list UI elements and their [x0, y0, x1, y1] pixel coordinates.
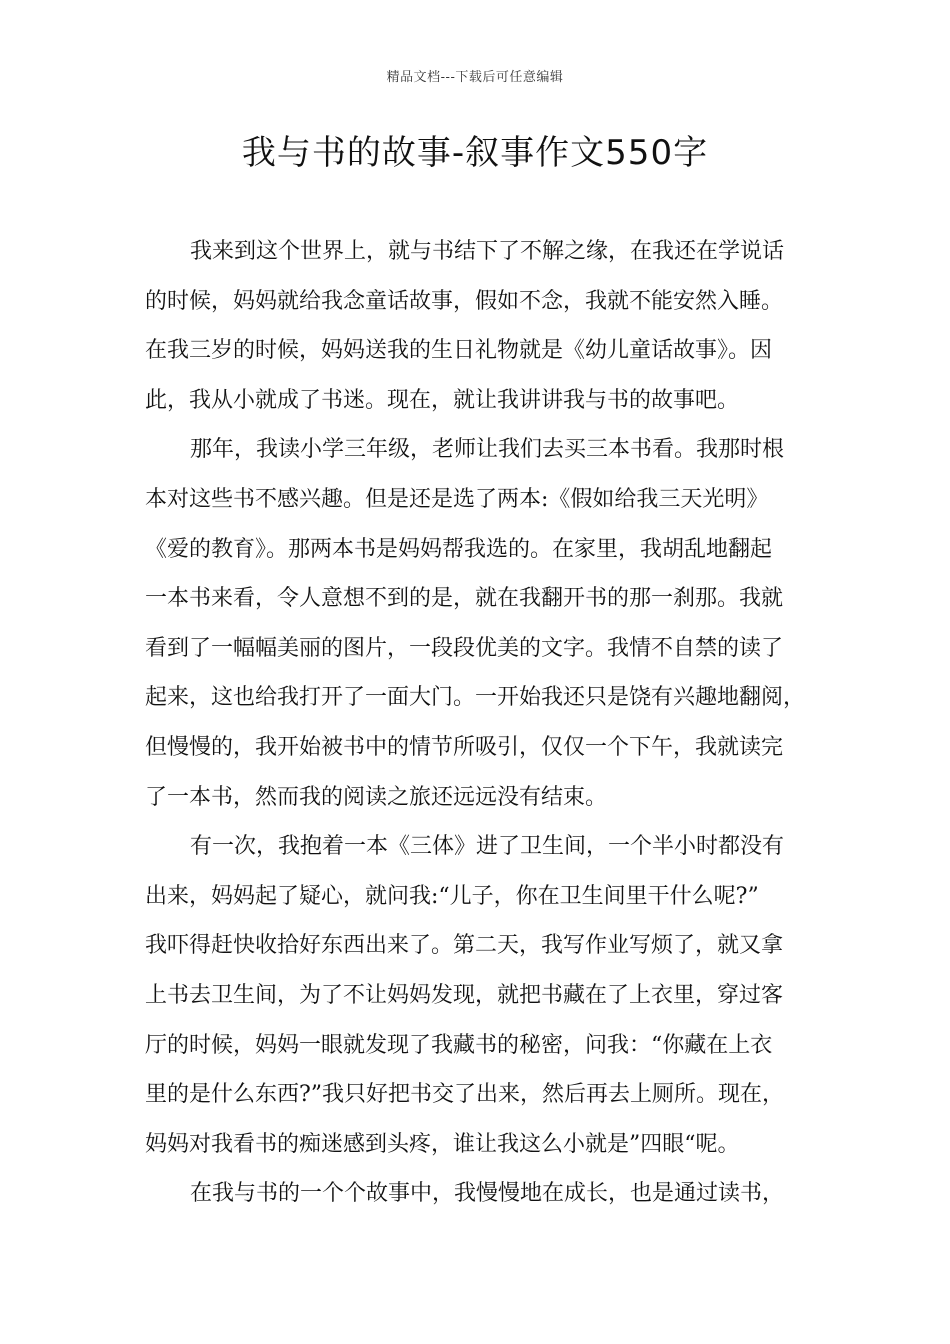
paragraph-2-line-3: 《爱的教育》。那两本书是妈妈帮我选的。在家里，我胡乱地翻起 — [145, 536, 773, 562]
document-title: 我与书的故事-叙事作文550字 — [241, 133, 709, 173]
paragraph-2-line-7: 但慢慢的，我开始被书中的情节所吸引，仅仅一个下午，我就读完 — [145, 734, 784, 760]
paragraph-3-line-6: 里的是什么东西?”我只好把书交了出来，然后再去上厕所。现在， — [145, 1082, 785, 1108]
paragraph-2-line-8: 了一本书，然而我的阅读之旅还远远没有结束。 — [145, 784, 608, 810]
paragraph-1-line-2: 的时候，妈妈就给我念童话故事，假如不念，我就不能安然入睡。 — [145, 288, 784, 314]
paragraph-2-line-4: 一本书来看，令人意想不到的是，就在我翻开书的那一刹那。我就 — [145, 586, 784, 612]
paragraph-2-line-2: 本对这些书不感兴趣。但是还是选了两本:《假如给我三天光明》 — [145, 486, 769, 512]
paragraph-2-line-1: 那年，我读小学三年级，老师让我们去买三本书看。我那时根 — [190, 437, 785, 463]
paragraph-1-line-4: 此，我从小就成了书迷。现在，就让我讲讲我与书的故事吧。 — [145, 387, 740, 413]
paragraph-3-line-4: 上书去卫生间，为了不让妈妈发现，就把书藏在了上衣里，穿过客 — [145, 982, 784, 1008]
paragraph-3-line-3: 我吓得赶快收拾好东西出来了。第二天，我写作业写烦了，就又拿 — [145, 933, 784, 959]
header-note: 精品文档---下载后可任意编辑 — [386, 70, 564, 85]
paragraph-3-line-5: 厅的时候，妈妈一眼就发现了我藏书的秘密，问我：“你藏在上衣 — [145, 1032, 773, 1058]
document-body — [145, 227, 817, 1219]
paragraph-4-line-1: 在我与书的一个个故事中，我慢慢地在成长，也是通过读书， — [190, 1181, 785, 1207]
paragraph-2-line-6: 起来，这也给我打开了一面大门。一开始我还只是饶有兴趣地翻阅， — [145, 685, 806, 711]
paragraph-3-line-7: 妈妈对我看书的痴迷感到头疼，谁让我这么小就是”四眼“呢。 — [145, 1131, 740, 1157]
paragraph-3-line-2: 出来，妈妈起了疑心，就问我:“儿子，你在卫生间里干什么呢?” — [145, 883, 759, 909]
paragraph-1-line-3: 在我三岁的时候，妈妈送我的生日礼物就是《幼儿童话故事》。因 — [145, 338, 773, 364]
paragraph-3-line-1: 有一次，我抱着一本《三体》进了卫生间，一个半小时都没有 — [190, 834, 785, 860]
paragraph-2-line-5: 看到了一幅幅美丽的图片，一段段优美的文字。我情不自禁的读了 — [145, 635, 784, 661]
paragraph-1-line-1: 我来到这个世界上，就与书结下了不解之缘，在我还在学说话 — [190, 239, 785, 264]
